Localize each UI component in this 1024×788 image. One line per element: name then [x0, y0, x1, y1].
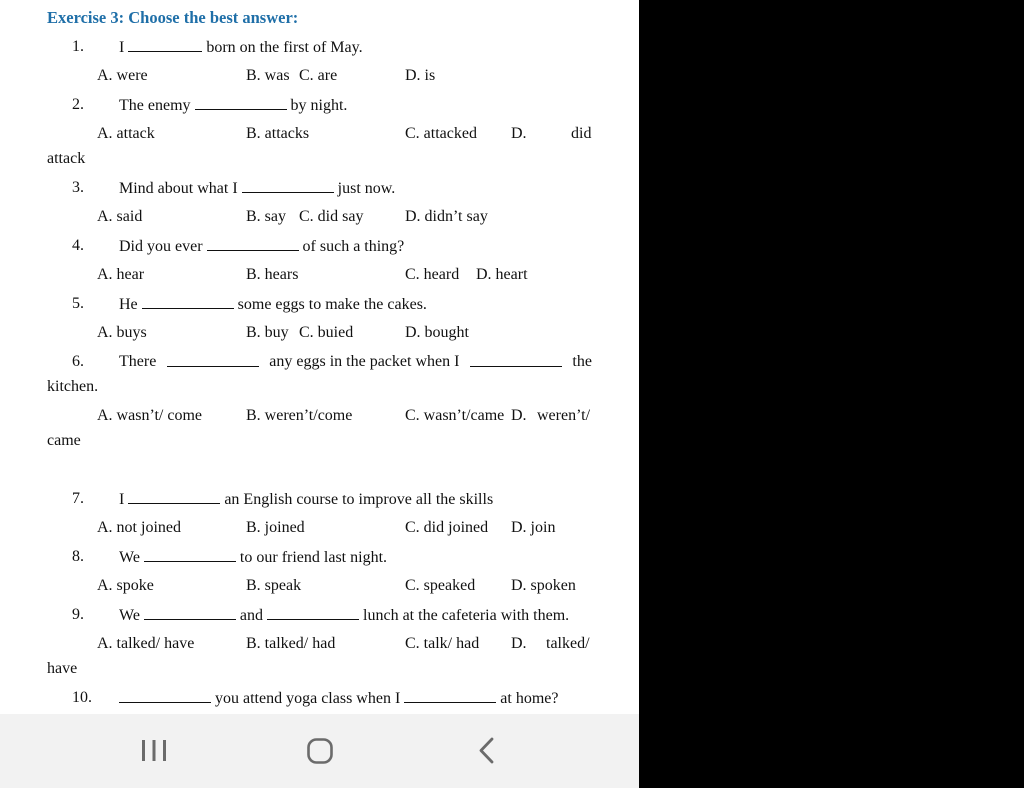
- back-button[interactable]: [456, 732, 516, 772]
- answer-blank[interactable]: [128, 37, 202, 52]
- question-number: 5.: [72, 295, 84, 312]
- answer-blank[interactable]: [128, 489, 220, 504]
- question-number: 4.: [72, 237, 84, 254]
- question-text: lunch at the cafeteria with them.: [363, 607, 570, 624]
- question-number: 8.: [72, 548, 84, 565]
- option-c[interactable]: C. heard: [405, 266, 460, 283]
- option-d-continued: attack: [47, 150, 86, 167]
- answer-blank[interactable]: [195, 95, 287, 110]
- option-d-text[interactable]: talked/: [546, 635, 590, 652]
- option-b[interactable]: B. weren’t/come: [246, 407, 353, 424]
- option-b[interactable]: B. was: [246, 67, 290, 84]
- question-text: I: [119, 491, 125, 508]
- option-a[interactable]: A. said: [97, 208, 143, 225]
- question-number: 3.: [72, 179, 84, 196]
- option-b[interactable]: B. attacks: [246, 125, 310, 142]
- answer-blank[interactable]: [119, 688, 211, 703]
- option-d[interactable]: D. heart: [476, 266, 528, 283]
- back-icon: [456, 732, 516, 772]
- option-d[interactable]: D.: [511, 635, 527, 652]
- option-d[interactable]: D.: [511, 125, 527, 142]
- question-number: 10.: [72, 689, 92, 706]
- option-d-text[interactable]: did: [571, 125, 592, 142]
- recents-button[interactable]: [124, 732, 184, 772]
- question-number: 2.: [72, 96, 84, 113]
- question-text: I: [119, 39, 125, 56]
- navigation-bar: [0, 714, 639, 788]
- option-d[interactable]: D. spoken: [511, 577, 576, 594]
- question-text: born on the first of May.: [206, 39, 363, 56]
- question-text: the: [572, 353, 592, 370]
- answer-blank[interactable]: [207, 236, 299, 251]
- question-number: 7.: [72, 490, 84, 507]
- option-a[interactable]: A. spoke: [97, 577, 154, 594]
- option-a[interactable]: A. were: [97, 67, 148, 84]
- question-text: an English course to improve all the skills: [224, 491, 494, 508]
- question-text: and: [239, 607, 264, 624]
- exercise-title: Exercise 3: Choose the best answer:: [47, 8, 299, 27]
- option-c[interactable]: C. attacked: [405, 125, 477, 142]
- home-icon: [290, 732, 350, 772]
- option-d[interactable]: D.: [511, 407, 527, 424]
- question-text: We: [119, 549, 140, 566]
- option-c[interactable]: C. speaked: [405, 577, 476, 594]
- option-a[interactable]: A. attack: [97, 125, 155, 142]
- option-b[interactable]: B. speak: [246, 577, 302, 594]
- question-text: at home?: [500, 690, 559, 707]
- question-number: 6.: [72, 353, 84, 370]
- question-text: Did you ever: [119, 238, 203, 255]
- option-d[interactable]: D. didn’t say: [405, 208, 488, 225]
- option-c[interactable]: C. did say: [299, 208, 364, 225]
- option-d-continued: have: [47, 660, 78, 677]
- option-a[interactable]: A. hear: [97, 266, 145, 283]
- option-c[interactable]: C. did joined: [405, 519, 489, 536]
- recents-icon: [124, 732, 184, 772]
- option-d-continued: came: [47, 432, 81, 449]
- option-b[interactable]: B. say: [246, 208, 286, 225]
- option-c[interactable]: C. buied: [299, 324, 354, 341]
- question-text: you attend yoga class when I: [215, 690, 401, 707]
- question-text: any eggs in the packet when I: [269, 353, 460, 370]
- question-text: some eggs to make the cakes.: [237, 296, 427, 313]
- answer-blank[interactable]: [167, 352, 259, 367]
- option-a[interactable]: A. wasn’t/ come: [97, 407, 203, 424]
- question-text: of such a thing?: [302, 238, 405, 255]
- option-a[interactable]: A. talked/ have: [97, 635, 195, 652]
- option-b[interactable]: B. joined: [246, 519, 305, 536]
- answer-blank[interactable]: [267, 605, 359, 620]
- question-text-continued: kitchen.: [47, 378, 99, 395]
- answer-blank[interactable]: [142, 294, 234, 309]
- question-text: The enemy: [119, 97, 191, 114]
- answer-blank[interactable]: [242, 178, 334, 193]
- question-text: There: [119, 353, 157, 370]
- option-b[interactable]: B. buy: [246, 324, 289, 341]
- option-c[interactable]: C. are: [299, 67, 338, 84]
- option-d[interactable]: D. bought: [405, 324, 469, 341]
- answer-blank[interactable]: [404, 688, 496, 703]
- answer-blank[interactable]: [144, 605, 236, 620]
- option-c[interactable]: C. wasn’t/came: [405, 407, 505, 424]
- question-text: We: [119, 607, 140, 624]
- option-c[interactable]: C. talk/ had: [405, 635, 480, 652]
- home-button[interactable]: [290, 732, 350, 772]
- answer-blank[interactable]: [144, 547, 236, 562]
- question-text: to our friend last night.: [239, 549, 388, 566]
- option-a[interactable]: A. not joined: [97, 519, 181, 536]
- option-b[interactable]: B. talked/ had: [246, 635, 336, 652]
- question-text: He: [119, 296, 138, 313]
- question-text: just now.: [337, 180, 396, 197]
- question-text: Mind about what I: [119, 180, 238, 197]
- option-d[interactable]: D. is: [405, 67, 436, 84]
- option-a[interactable]: A. buys: [97, 324, 147, 341]
- option-d-text[interactable]: weren’t/: [537, 407, 591, 424]
- question-number: 1.: [72, 38, 84, 55]
- answer-blank[interactable]: [470, 352, 562, 367]
- question-text: by night.: [290, 97, 348, 114]
- question-number: 9.: [72, 606, 84, 623]
- option-d[interactable]: D. join: [511, 519, 556, 536]
- option-b[interactable]: B. hears: [246, 266, 299, 283]
